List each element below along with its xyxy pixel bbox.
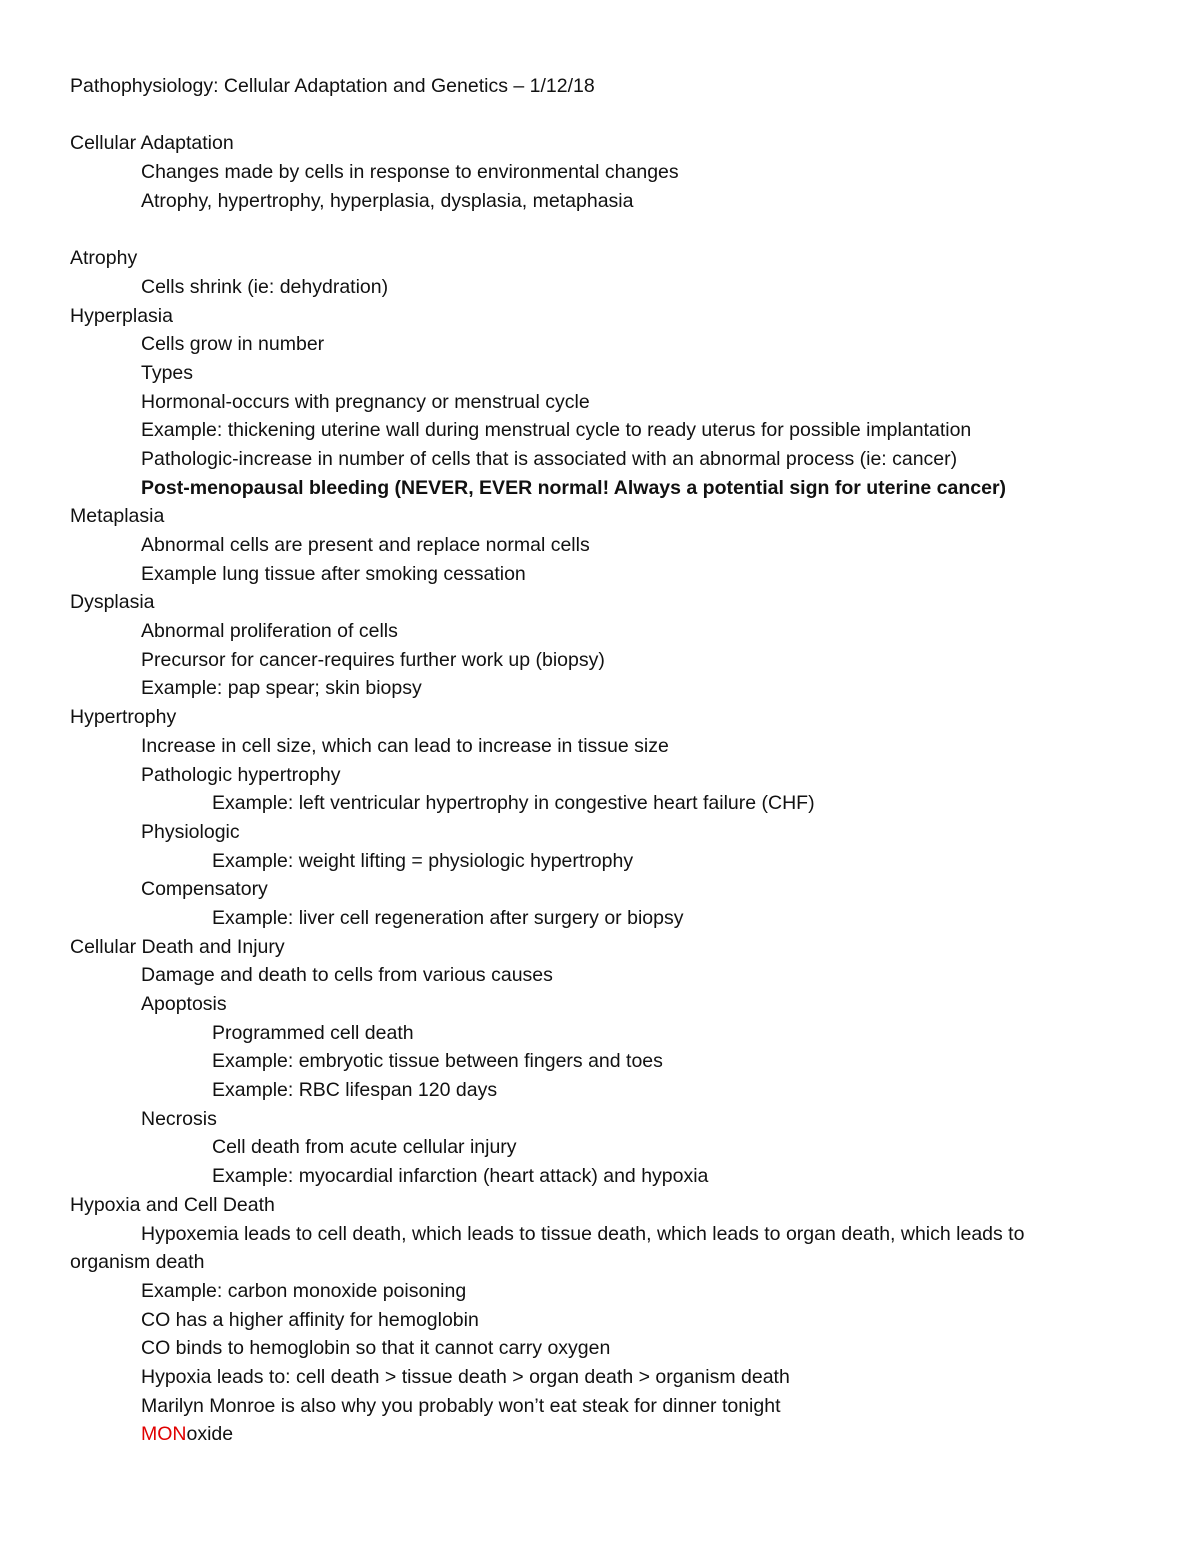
list-item: Types <box>141 361 194 384</box>
monoxide-rest-text: oxide <box>186 1423 234 1446</box>
list-item: Programmed cell death <box>212 1021 414 1044</box>
list-item: Hypoxia leads to: cell death > tissue death > organ death > organism death <box>141 1365 790 1388</box>
list-item: Example: left ventricular hypertrophy in congestive heart failure (CHF) <box>212 792 815 815</box>
section-heading-hypertrophy: Hypertrophy <box>70 706 177 729</box>
list-item: Abnormal proliferation of cells <box>141 620 398 643</box>
list-item: Example: embryotic tissue between fingers and toes <box>212 1050 663 1073</box>
section-heading-atrophy: Atrophy <box>70 247 138 270</box>
list-item: Damage and death to cells from various causes <box>141 964 553 987</box>
list-item: Compensatory <box>141 878 268 901</box>
list-item: Example: liver cell regeneration after surgery or biopsy <box>212 906 684 929</box>
list-item: Pathologic hypertrophy <box>141 763 341 786</box>
list-item: Example: myocardial infarction (heart attack) and hypoxia <box>212 1165 709 1188</box>
list-item: Marilyn Monroe is also why you probably won’t eat steak for dinner tonight <box>141 1394 781 1417</box>
section-heading-cellular-adaptation: Cellular Adaptation <box>70 132 234 155</box>
list-item-bold-warning: Post-menopausal bleeding (NEVER, EVER normal! Always a potential sign for uterine cancer) <box>141 476 1007 499</box>
section-heading-hypoxia: Hypoxia and Cell Death <box>70 1193 275 1216</box>
list-item: Hormonal-occurs with pregnancy or menstrual cycle <box>141 390 590 413</box>
list-item: Example: carbon monoxide poisoning <box>141 1279 467 1302</box>
wrapped-line-first: Hypoxemia leads to cell death, which leads to tissue death, which leads to organ death, which leads to <box>141 1222 1025 1245</box>
list-item: Cell death from acute cellular injury <box>212 1136 517 1159</box>
list-item: Example: thickening uterine wall during menstrual cycle to ready uterus for possible implantation <box>141 419 972 442</box>
list-item: Physiologic <box>141 820 240 843</box>
section-heading-hyperplasia: Hyperplasia <box>70 304 173 327</box>
list-item: Cells grow in number <box>141 333 325 356</box>
list-item: CO has a higher affinity for hemoglobin <box>141 1308 479 1331</box>
list-item: Example: pap spear; skin biopsy <box>141 677 422 700</box>
wrapped-line-continuation: organism death <box>70 1251 205 1274</box>
list-item: Example lung tissue after smoking cessation <box>141 562 526 585</box>
list-item: Changes made by cells in response to environmental changes <box>141 161 679 184</box>
page-title: Pathophysiology: Cellular Adaptation and Genetics – 1/12/18 <box>70 75 595 97</box>
list-item: Cells shrink (ie: dehydration) <box>141 275 389 298</box>
section-heading-dysplasia: Dysplasia <box>70 591 155 614</box>
list-item: Necrosis <box>141 1107 217 1130</box>
list-item: Abnormal cells are present and replace normal cells <box>141 534 590 556</box>
monoxide-line <box>70 1420 1140 1449</box>
list-item: Pathologic-increase in number of cells that is associated with an abnormal process (ie: cancer) <box>141 447 958 470</box>
section-heading-cellular-death: Cellular Death and Injury <box>70 935 285 958</box>
section-heading-metaplasia: Metaplasia <box>70 505 165 528</box>
list-item: Apoptosis <box>141 993 227 1015</box>
list-item: Atrophy, hypertrophy, hyperplasia, dysplasia, metaphasia <box>141 189 634 212</box>
list-item: Increase in cell size, which can lead to increase in tissue size <box>141 734 669 757</box>
list-item: CO binds to hemoglobin so that it cannot carry oxygen <box>141 1337 611 1360</box>
list-item: Example: RBC lifespan 120 days <box>212 1079 498 1102</box>
list-item: Example: weight lifting = physiologic hypertrophy <box>212 849 634 872</box>
monoxide-red-text: MON <box>141 1423 187 1446</box>
list-item: Precursor for cancer-requires further work up (biopsy) <box>141 648 605 671</box>
blank-line <box>70 215 1140 244</box>
